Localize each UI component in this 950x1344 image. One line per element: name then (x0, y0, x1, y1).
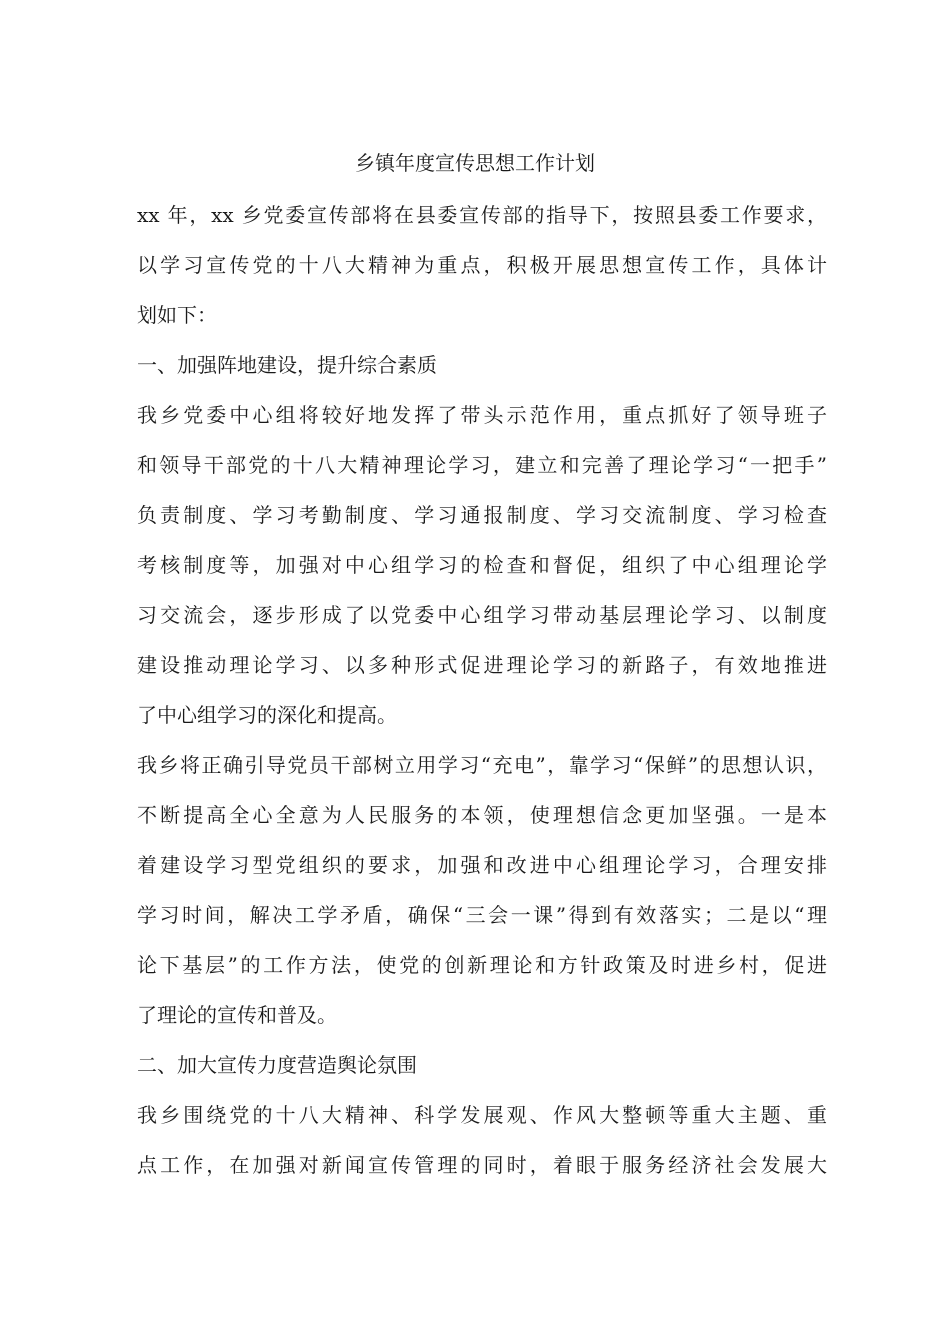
body-line: 了中心组学习的深化和提高。 (137, 703, 397, 727)
body-line: 着建设学习型党组织的要求，加强和改进中心组理论学习，合理安排 (137, 853, 827, 877)
body-line: 我乡党委中心组将较好地发挥了带头示范作用，重点抓好了领导班子 (137, 403, 827, 427)
body-line: xx 年，xx 乡党委宣传部将在县委宣传部的指导下，按照县委工作要求， (137, 203, 827, 227)
body-line: 不断提高全心全意为人民服务的本领，使理想信念更加坚强。一是本 (137, 803, 827, 827)
body-line: 划如下： (137, 303, 217, 327)
document-title: 乡镇年度宣传思想工作计划 (355, 151, 595, 175)
body-line: 习交流会，逐步形成了以党委中心组学习带动基层理论学习、以制度 (137, 603, 827, 627)
section-heading: 一、加强阵地建设，提升综合素质 (137, 353, 437, 377)
body-line: 学习时间，解决工学矛盾，确保“三会一课”得到有效落实；二是以“理 (137, 903, 827, 927)
body-line: 我乡将正确引导党员干部树立用学习“充电”，靠学习“保鲜”的思想认识， (137, 753, 827, 777)
section-heading: 二、加大宣传力度营造舆论氛围 (137, 1053, 417, 1077)
body-line: 我乡围绕党的十八大精神、科学发展观、作风大整顿等重大主题、重 (137, 1103, 827, 1127)
body-line: 论下基层”的工作方法，使党的创新理论和方针政策及时进乡村，促进 (137, 953, 827, 977)
body-line: 考核制度等，加强对中心组学习的检查和督促，组织了中心组理论学 (137, 553, 827, 577)
body-line: 了理论的宣传和普及。 (137, 1003, 337, 1027)
body-line: 点工作，在加强对新闻宣传管理的同时，着眼于服务经济社会发展大 (137, 1153, 827, 1177)
body-line: 和领导干部党的十八大精神理论学习，建立和完善了理论学习“一把手” (137, 453, 827, 477)
body-line: 以学习宣传党的十八大精神为重点，积极开展思想宣传工作，具体计 (137, 253, 827, 277)
body-line: 负责制度、学习考勤制度、学习通报制度、学习交流制度、学习检查 (137, 503, 827, 527)
body-line: 建设推动理论学习、以多种形式促进理论学习的新路子，有效地推进 (137, 653, 827, 677)
